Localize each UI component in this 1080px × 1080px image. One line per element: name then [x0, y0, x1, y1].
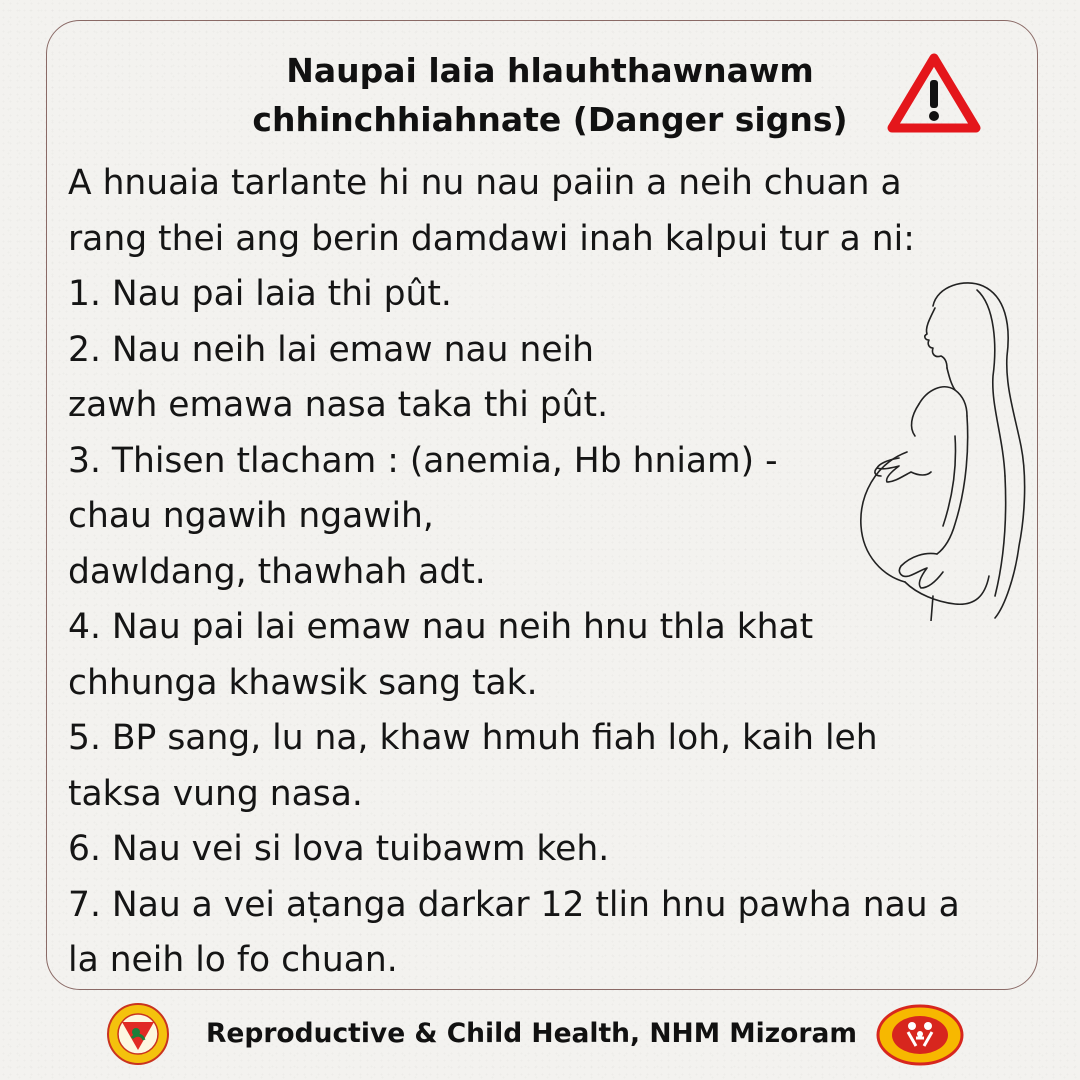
list-item: 1. Nau pai laia thi pût.: [68, 274, 452, 314]
list-item: 2. Nau neih lai emaw nau neih: [68, 329, 594, 370]
list-item: zawh emawa nasa taka thi pût.: [68, 385, 609, 425]
page-title: [200, 46, 900, 144]
list-item: 7. Nau a vei aṭanga darkar 12 tlin hnu pawha nau a: [68, 884, 960, 925]
nhm-logo: [876, 1004, 964, 1066]
rch-mizoram-logo: [106, 1002, 170, 1066]
footer-text: Reproductive & Child Health, NHM Mizoram: [206, 1018, 857, 1049]
list-item: la neih lo fo chuan.: [68, 940, 398, 980]
warning-triangle-icon: [886, 52, 982, 134]
list-item: 5. BP sang, lu na, khaw hmuh fiah loh, kaih leh: [68, 718, 878, 758]
list-item: taksa vung nasa.: [68, 773, 363, 814]
footer: [0, 1000, 1080, 1070]
list-item: 6. Nau vei si lova tuibawm keh.: [68, 829, 610, 869]
title-line-1: Naupai laia hlauhthawnawm: [286, 51, 814, 90]
list-item: chau ngawih ngawih,: [68, 496, 434, 536]
pregnant-woman-illustration: [855, 276, 1035, 621]
list-item: chhunga khawsik sang tak.: [68, 662, 538, 703]
list-item: dawldang, thawhah adt.: [68, 551, 486, 592]
title-line-2: chhinchhiahnate (Danger signs): [252, 100, 848, 139]
intro-line-1: A hnuaia tarlante hi nu nau paiin a neih chuan a: [68, 163, 902, 203]
list-item: 4. Nau pai lai emaw nau neih hnu thla khat: [68, 607, 814, 647]
list-item: 3. Thisen tlacham : (anemia, Hb hniam) -: [68, 440, 778, 481]
intro-line-2: rang thei ang berin damdawi inah kalpui tur a ni:: [68, 218, 915, 259]
